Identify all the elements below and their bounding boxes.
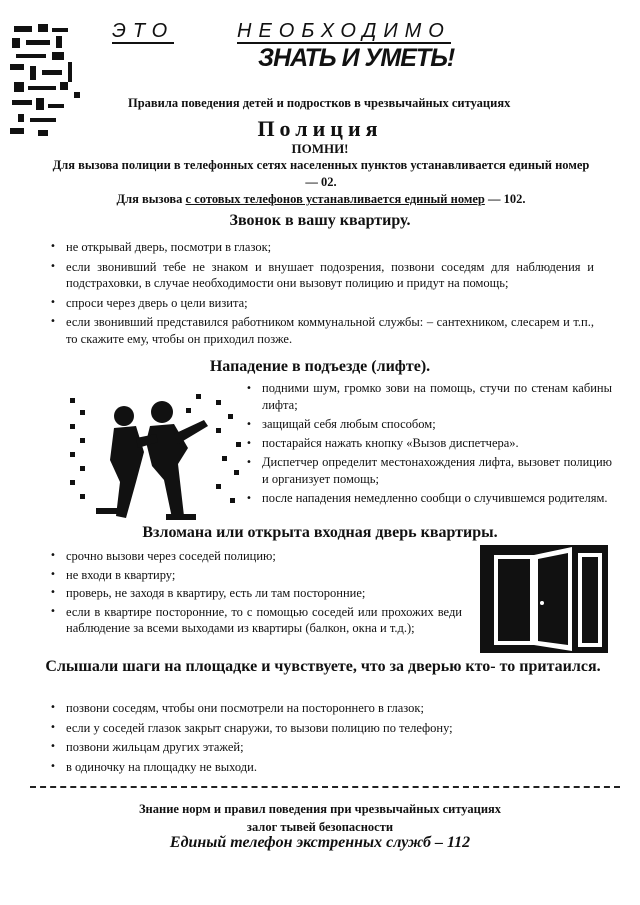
list-item: • проверь, не заходя в квартиру, есть ли там посторонние;: [50, 586, 366, 600]
bullet-icon: •: [246, 419, 252, 430]
police-number-02: Для вызова полиции в телефонных сетях населенных пунктов устанавливается единый номер — 02.: [52, 158, 590, 189]
bullet-icon: •: [50, 296, 56, 308]
list-item: • защищай себя любым способом;: [246, 417, 436, 431]
bullet-icon: •: [50, 260, 56, 272]
list-item: • подними шум, громко зови на помощь, стучи по стенам кабины лифта;: [246, 381, 612, 412]
list-bell: [46, 239, 594, 350]
list-steps: [46, 700, 606, 778]
subtitle: Правила поведения детей и подростков в чрезвычайных ситуациях: [128, 96, 511, 110]
police-102-post: — 102.: [484, 192, 526, 206]
section-title-bell: Звонок в вашу квартиру.: [229, 212, 411, 229]
bullet-icon: •: [50, 568, 56, 580]
bullet-icon: •: [50, 605, 56, 617]
list-item: • в одиночку на площадку не выходи.: [50, 759, 257, 774]
bullet-icon: •: [246, 438, 252, 449]
list-item: • позвони соседям, чтобы они посмотрели на постороннего в глазок;: [50, 701, 424, 715]
police-102-pre: Для вызова: [116, 192, 186, 206]
police-title: Полиция: [257, 116, 383, 141]
footer-line2: залог тывей безопасности: [246, 820, 394, 834]
open-door-image: [480, 545, 608, 653]
list-item: • постарайся нажать кнопку «Вызов диспетчера».: [246, 436, 519, 450]
bullet-icon: •: [50, 241, 56, 252]
list-item: • если у соседей глазок закрыт снаружи, то вызови полицию по телефону;: [50, 720, 453, 735]
police-number-102: [48, 192, 594, 207]
bullet-icon: •: [50, 741, 56, 752]
bullet-icon: •: [50, 316, 56, 327]
list-item: • после нападения немедленно сообщи о случившемся родителям.: [246, 491, 608, 505]
list-item: • не открывай дверь, посмотри в глазок;: [50, 240, 272, 254]
header-neobkhodimo: НЕОБХОДИМО: [237, 20, 451, 42]
list-item: • Диспетчер определит местонахождения лифта, вызовет полицию и организует помощь;: [246, 455, 612, 486]
list-item: • спроси через дверь о цели визита;: [50, 295, 248, 310]
pomni-label: ПОМНИ!: [291, 141, 349, 156]
bullet-icon: •: [246, 457, 252, 468]
bullet-icon: •: [50, 587, 56, 598]
police-102-underlined: с сотовых телефонов устанавливается единый номер: [185, 192, 485, 206]
bullet-icon: •: [50, 550, 56, 561]
footer-line1: Знание норм и правил поведения при чрезвычайных ситуациях: [138, 802, 502, 816]
list-item: • не входи в квартиру;: [50, 567, 176, 582]
bullet-icon: •: [50, 760, 56, 772]
dashed-divider: [30, 786, 620, 788]
list-item: • если в квартире посторонние, то с помощью соседей или прохожих веди наблюдение за всеми выходами из квартиры (балкон, окна и т.д.);: [50, 604, 462, 635]
attack-illustration-image: [66, 390, 252, 526]
list-item: • если звонивший тебе не знаком и внушает подозрения, позвони соседям для наблюдения и подстраховки, в случае необходимости они вызовут полицию и придут на помощь;: [50, 259, 594, 290]
list-item: • если звонивший представился работником коммунальной службы: – сантехником, слесарем и т.п., то скажите ему, чтобы он приходил позже.: [50, 315, 594, 346]
header-eto-line: [112, 20, 451, 43]
footer-knowledge: [0, 800, 640, 836]
section-title-steps: Слышали шаги на площадке и чувствуете, что за дверью кто- то притаился.: [45, 658, 601, 675]
list-door: [46, 548, 462, 639]
bullet-icon: •: [246, 383, 252, 394]
section-title-lift: Нападение в подъезде (лифте).: [209, 358, 431, 375]
header-eto: ЭТО: [112, 20, 175, 42]
header-znat-i-umet: ЗНАТЬ И УМЕТЬ!: [258, 44, 455, 72]
bullet-icon: •: [246, 493, 252, 504]
list-lift: [242, 380, 612, 509]
bullet-icon: •: [50, 702, 56, 713]
list-item: • срочно вызови через соседей полицию;: [50, 549, 276, 563]
bullet-icon: •: [50, 721, 56, 733]
emergency-phone: Единый телефон экстренных служб – 112: [169, 834, 471, 851]
list-item: • позвони жильцам других этажей;: [50, 740, 244, 754]
section-title-door: Взломана или открыта входная дверь квартиры.: [142, 524, 498, 541]
